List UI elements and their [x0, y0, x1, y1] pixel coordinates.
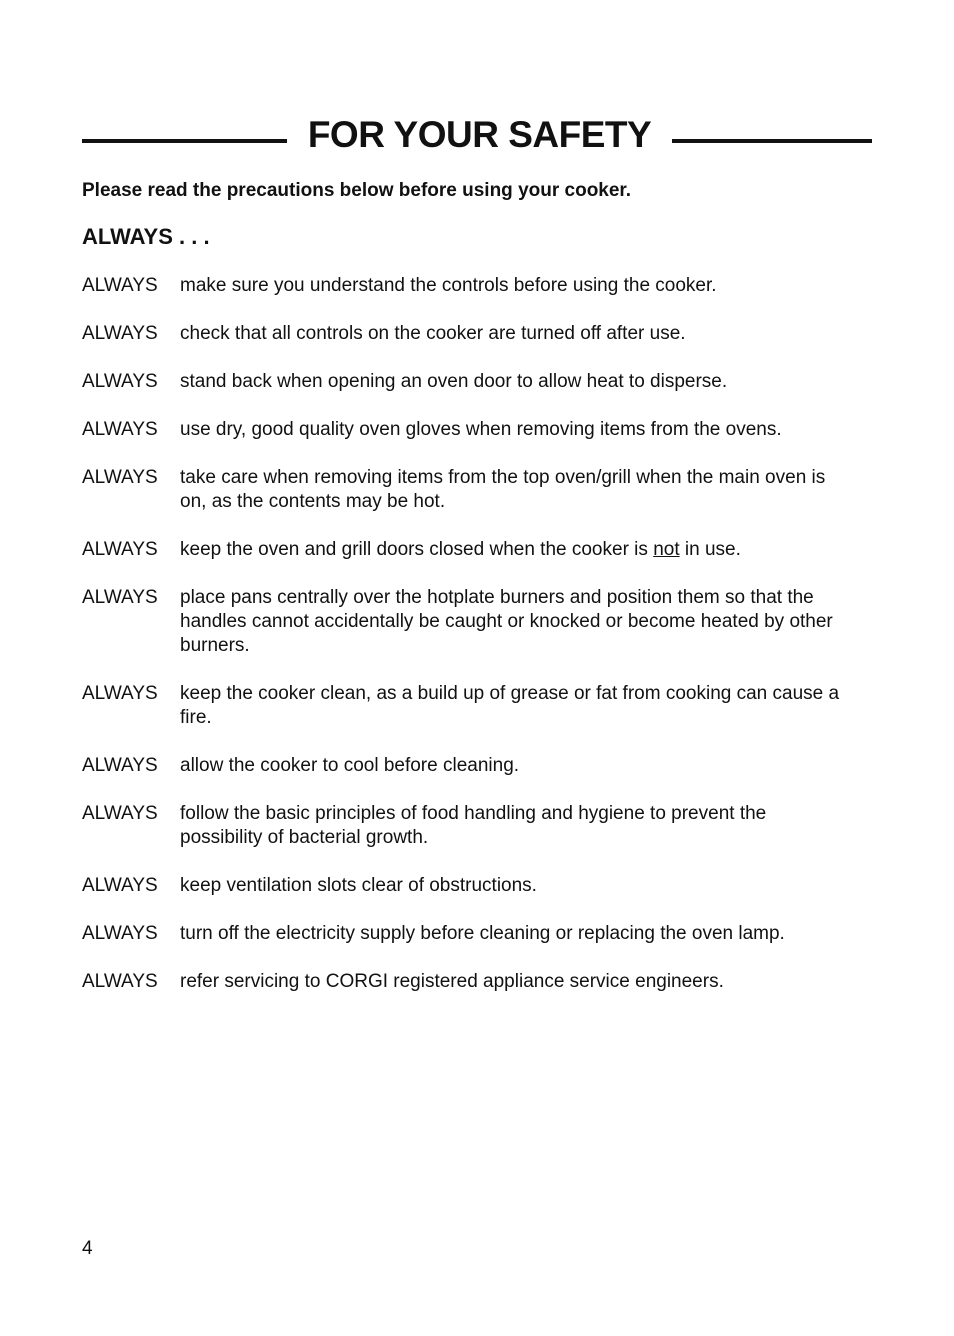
list-item: [82, 754, 842, 778]
item-text: stand back when opening an oven door to allow heat to disperse.: [180, 371, 728, 392]
item-text: allow the cooker to cool before cleaning.: [180, 755, 520, 776]
item-text: turn off the electricity supply before cleaning or replacing the oven lamp.: [180, 923, 785, 944]
list-item: [82, 874, 842, 898]
item-key: ALWAYS: [82, 539, 158, 560]
list-item: [82, 586, 842, 658]
section-heading: ALWAYS . . .: [82, 224, 210, 249]
item-key: ALWAYS: [82, 419, 158, 440]
item-key: ALWAYS: [82, 323, 158, 344]
item-key: ALWAYS: [82, 683, 158, 704]
list-item: [82, 466, 842, 514]
item-key: ALWAYS: [82, 971, 158, 992]
item-key: ALWAYS: [82, 875, 158, 896]
list-item: [82, 538, 842, 562]
list-item: [82, 802, 842, 850]
item-key: ALWAYS: [82, 803, 158, 824]
item-text: use dry, good quality oven gloves when removing items from the ovens.: [180, 419, 782, 440]
item-text: refer servicing to CORGI registered appliance service engineers.: [180, 971, 724, 992]
item-text: take care when removing items from the top oven/grill when the main oven is on, as the contents may be hot.: [180, 467, 826, 512]
item-key: ALWAYS: [82, 587, 158, 608]
list-item: [82, 274, 842, 298]
list-item: [82, 322, 842, 346]
page-title: FOR YOUR SAFETY: [307, 114, 652, 155]
item-key: ALWAYS: [82, 275, 158, 296]
list-item: [82, 922, 842, 946]
title-rule-right: [672, 139, 872, 143]
item-text: follow the basic principles of food handling and hygiene to prevent the possibility of bacterial growth.: [180, 803, 767, 848]
list-item: [82, 970, 842, 994]
item-text-before: keep the oven and grill doors closed when the cooker is: [180, 539, 654, 560]
page-number: 4: [82, 1238, 93, 1259]
list-item: [82, 682, 842, 730]
list-item: [82, 418, 842, 442]
item-text-emphasis: not: [653, 539, 680, 560]
item-key: ALWAYS: [82, 467, 158, 488]
item-key: ALWAYS: [82, 371, 158, 392]
item-text: check that all controls on the cooker are turned off after use.: [180, 323, 686, 344]
title-row: [82, 110, 872, 160]
item-text-after: in use.: [679, 539, 741, 560]
item-text: place pans centrally over the hotplate burners and position them so that the handles cannot accidentally be caught or knocked or become heated by other burners.: [180, 587, 833, 656]
item-key: ALWAYS: [82, 755, 158, 776]
intro-text: Please read the precautions below before using your cooker.: [82, 180, 632, 201]
item-key: ALWAYS: [82, 923, 158, 944]
item-text: make sure you understand the controls before using the cooker.: [180, 275, 717, 296]
title-rule-left: [82, 139, 287, 143]
item-text: keep the cooker clean, as a build up of grease or fat from cooking can cause a fire.: [180, 683, 840, 728]
item-text: [180, 538, 842, 562]
list-item: [82, 370, 842, 394]
precautions-list: [82, 274, 842, 1018]
item-text: keep ventilation slots clear of obstructions.: [180, 875, 537, 896]
